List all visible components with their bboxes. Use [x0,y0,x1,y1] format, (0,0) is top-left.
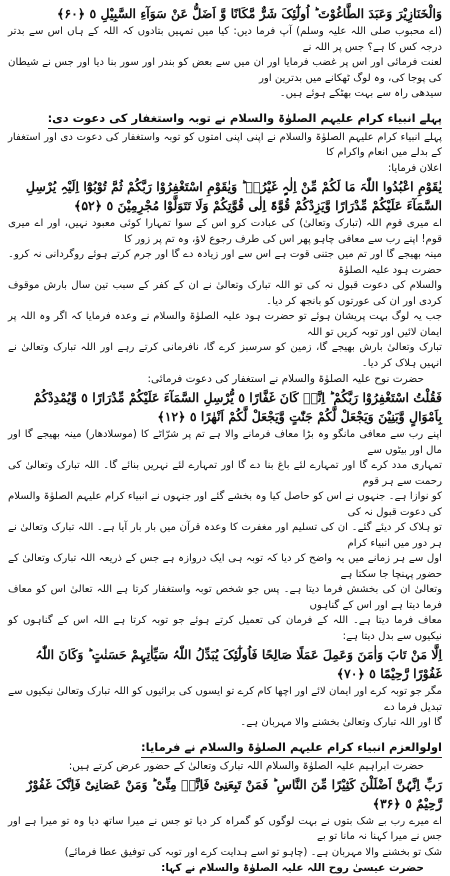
section-3-body [8,684,442,731]
text-line: اپنے رب سے معافی مانگو وہ بڑا معاف فرمانے والا ہے تم پر شرّاٹے کا (موسلادھار) مینہ بھیجے گا اور مال اور بیٹوں سے [8,429,442,456]
text-line: شک تو بخشنے والا مہربان ہے۔ (چاہو تو اسے ہدایت کرے اور توبہ کی توفیق عطا فرمائے) [64,846,442,858]
text-line: وتعالیٰ ان کی بخشش فرما دیتا ہے۔ پس جو شخص توبہ واستغفار کرتا ہے اللہ تعالیٰ اس کو معاف فرما دیتا ہے اور اس کے گناہوں [8,584,442,611]
quran-verse-1: وَالْخَنَازِیْرَ وَعَبَدَ الطَّاغُوْتَ ؕ اُولٰٓئِکَ شَرٌّ مَّکَانًا وَّ اَضَلُّ عَنْ سَوَآءِ السَّبِیْلِ ٥ ﴿۶۰﴾ [57,6,442,21]
text-line: معاف فرما دیتا ہے۔ اللہ کے فرمان کی تعمیل کرتے ہوئے جو توبہ کرتا ہے اللہ اس کے گناہوں کو نیکیوں سے بدل دیتا ہے: [8,615,442,642]
text-line: تمہاری مدد کرے گا اور تمہارے لئے باغ بنا دے گا اور تمہارے لئے نہریں بنائے گا۔ اللہ تبارک وتعالیٰ کی رحمت سے ہر قوم [8,460,442,487]
section-4-intro: حضرت ابراہیم علیہ الصلوٰۃ والسلام اللہ تبارک وتعالیٰ کے حضور عرض کرتے ہیں: [68,759,424,772]
text-line: پہلے انبیاء کرام علیہم الصلوٰۃ والسلام نے اپنی اپنی امتوں کو توبہ واستغفار کی دعوت دی اور استغفار کے بدلے میں انعام واکرام کا [8,131,442,158]
paragraph-1 [8,24,442,102]
section-2-body [8,427,442,644]
quran-verse-4: اِلَّا مَنْ تَابَ وَاٰمَنَ وَعَمِلَ عَمَلًا صَالِحًا فَاُولٰٓئِکَ یُبَدِّلُ اللّٰہُ سَیِّاٰتِہِمْ حَسَنٰتٍ ؕ وَکَانَ اللّٰہُ غَفُوْرًا رَّحِیْمًا ٥ ﴿۷۰﴾ [35,647,442,681]
text-line: (اے محبوب صلی اللہ علیہ وسلم) آپ فرما دیں: کیا میں تمہیں بتادوں کہ اللہ کے ہاں اس سے بدتر درجہ کس کا ہے؟ جس پر اللہ نے [8,26,442,53]
text-line: جب یہ لوگ بہت پریشان ہوئے تو حضرت ہود علیہ الصلوٰۃ والسلام نے وعدہ فرمایا کہ اگر وہ اللہ پر ایمان لائیں اور توبہ کریں تو اللہ [8,311,442,338]
text-line: مینہ بھیجے گا اور تم میں جتنی قوت ہے اس سے اور زیادہ دے گا اور جرم کرتے ہوئے روگردانی نہ کرو۔ حضرت ہود علیہ الصلوٰۃ [8,249,442,276]
text-line: اے میری قوم اللہ (تبارک وتعالیٰ) کی عبادت کرو اس کے سوا تمہارا کوئی معبود نہیں، اور اے میری قوم! اپنے رب سے معافی چاہو پھر اس کی طرف رجوع لاؤ، وہ تم پر زور کا [8,218,442,245]
section-4-body [8,814,442,861]
text-line: گا اور اللہ تبارک وتعالیٰ بخشنے والا مہربان ہے۔ [240,717,442,728]
section-2-intro: حضرت نوح علیہ الصلوٰۃ والسلام نے استغفار کی دعوت فرمائی: [147,373,424,385]
text-line: کو نوازا ہے۔ جنہوں نے اس کو حاصل کیا وہ بخشے گئے اور جنہوں نے انبیاء کرام علیہم الصلوٰۃ والسلام کی دعوت قبول نہ کی [8,491,442,518]
section-1-intro [8,130,442,177]
section-4-closing: حضرت عیسیٰ روح اللہ علیہ الصلوٰۃ والسلام نے کہا: [161,862,424,874]
quran-verse-3: فَقُلْتُ اسْتَغْفِرُوْا رَبَّکُمْ ؕ اِنَّہٗ کَانَ غَفَّارًا ٥ یُّرْسِلِ السَّمَآءَ عَلَیْکُمْ مِّدْرَارًا ٥ وَّیُمْدِدْکُمْ بِاَمْوَالٍ وَّبَنِیْنَ وَیَجْعَلْ لَّکُمْ جَنّٰتٍ وَّیَجْعَلْ لَّکُمْ اَنْھٰرًا ٥ ﴿۱۲﴾ [33,390,442,424]
section-heading-1: پہلے انبیاء کرام علیہم الصلوٰۃ والسلام نے توبہ واستغفار کی دعوت دی: [48,109,442,129]
section-heading-2: اولوالعزم انبیاء کرام علیہم الصلوٰۃ والسلام نے فرمایا: [141,738,442,758]
text-line: مگر جو توبہ کرے اور ایمان لائے اور اچھا کام کرے تو ایسوں کی برائیوں کو اللہ تبارک وتعالیٰ نیکیوں سے تبدیل فرما دے [8,686,442,713]
text-line: اول سے ہر زمانے میں یہ واضح کر دیا کہ توبہ ہی ایک دروازہ ہے جس کے ذریعہ اللہ تبارک وتعالیٰ کے حضور پہنچا جا سکتا ہے [8,553,442,580]
quran-verse-5: رَبِّ اِنَّہُنَّ اَضْلَلْنَ کَثِیْرًا مِّنَ النَّاسِ ؕ فَمَنْ تَبِعَنِیْ فَاِنَّہٗ مِنِّیْ ؕ وَمَنْ عَصَانِیْ فَاِنَّکَ غَفُوْرٌ رَّحِیْمٌ ٥ ﴿۳۶﴾ [26,776,442,811]
text-line: لعنت فرمائی اور اس پر غضب فرمایا اور ان میں سے بعض کو بندر اور سور بنا دیا اور جس نے شیطان کی پوجا کی، وہ لوگ ٹھکانے میں بدترین اور [8,57,442,84]
quran-verse-2: یٰقَوْمِ اعْبُدُوا اللّٰہَ مَا لَکُمْ مِّنْ اِلٰہٍ غَیْرُہٗ ؕ وَیٰقَوْمِ اسْتَغْفِرُوْا رَبَّکُمْ ثُمَّ تُوْبُوْٓا اِلَیْہِ یُرْسِلِ السَّمَآءَ عَلَیْکُمْ مِّدْرَارًا وَّیَزِدْکُمْ قُوَّۃً اِلٰی قُوَّتِکُمْ وَلَا تَتَوَلَّوْا مُجْرِمِیْنَ ٥ ﴿۵۲﴾ [25,179,442,213]
text-line: سیدھی راہ سے بہت بھٹکے ہوئے ہیں۔ [279,88,442,99]
text-line: اعلان فرمایا: [387,162,442,174]
section-1-body [8,216,442,371]
text-line: تو ہلاک کر دیئے گئے۔ ان کی تسلیم اور مغفرت کا وعدہ قرآن میں بار بار آیا ہے۔ اللہ تبارک وتعالیٰ نے ہر دور میں انبیاء کرام [8,522,442,549]
text-line: تبارک وتعالیٰ بارش بھیجے گا، زمین کو سرسبز کرے گا، نافرمانی کرتے رہے اور اللہ تبارک وتعالیٰ نے انہیں ہلاک کر دیا۔ [8,342,442,369]
text-line: اے میرے رب بے شک بتوں نے بہت لوگوں کو گمراہ کر دیا تو جس نے میرا ساتھ دیا وہ تو میرا ہے اور جس نے میرا کہنا نہ مانا تو بے [8,815,442,842]
text-line: والسلام کی دعوت قبول نہ کی تو اللہ تبارک وتعالیٰ نے ان کے کفر کے سبب تین سال بارش موقوف کردی اور ان کی عورتوں کو بانجھ کر دیا۔ [8,280,442,307]
